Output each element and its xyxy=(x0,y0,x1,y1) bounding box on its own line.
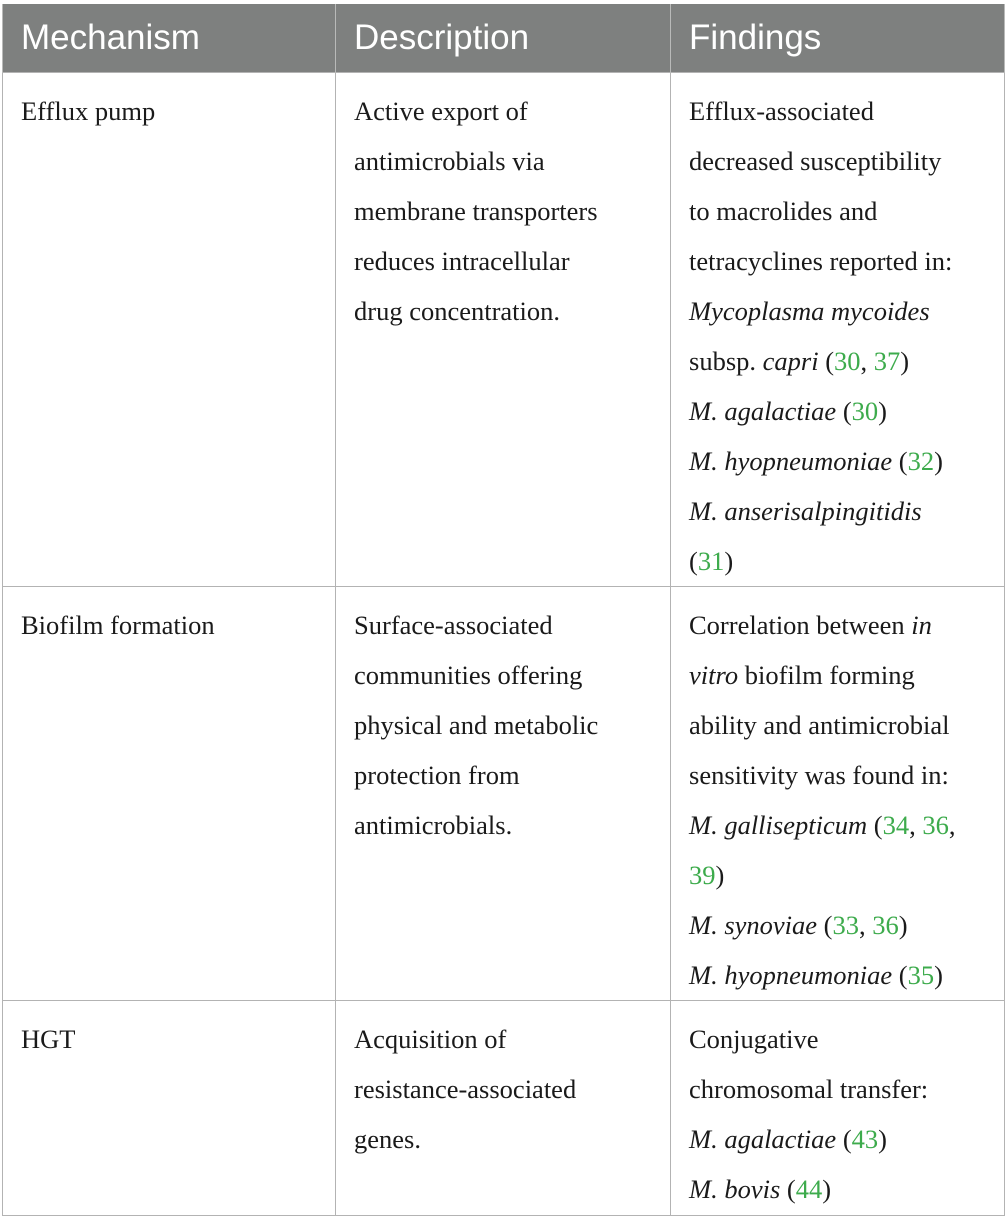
findings-cell xyxy=(671,587,1005,1001)
header-row xyxy=(3,4,1005,73)
description-line: physical and metabolic xyxy=(354,710,599,740)
findings-line: chromosomal transfer: xyxy=(689,1074,929,1104)
organism-name: M. agalactiae xyxy=(689,1124,837,1154)
mechanism-name: Biofilm formation xyxy=(21,610,215,640)
organism-entry xyxy=(689,486,994,536)
organism-name: M. bovis xyxy=(689,1174,781,1204)
reference-link[interactable]: 44 xyxy=(795,1174,823,1204)
findings-line: Correlation between in xyxy=(689,610,932,640)
organism-name: Mycoplasma mycoides xyxy=(689,296,930,326)
reference-link[interactable]: 37 xyxy=(873,346,901,376)
description-line: resistance-associated xyxy=(354,1074,577,1104)
findings-line: tetracyclines reported in: xyxy=(689,246,953,276)
subsp-name: capri xyxy=(762,346,819,376)
reference-link[interactable]: 36 xyxy=(872,910,899,940)
reference-link[interactable]: 33 xyxy=(832,910,859,940)
organism-entry: M. hyopneumoniae (32) xyxy=(689,446,943,476)
description-line: genes. xyxy=(354,1124,421,1154)
organism-refs: (31) xyxy=(689,546,734,576)
organism-name: M. anserisalpingitidis xyxy=(689,496,922,526)
table-row xyxy=(3,73,1005,587)
organism-entry: subsp. capri (30, 37) xyxy=(689,346,910,376)
findings-line: Conjugative xyxy=(689,1024,819,1054)
description-line: antimicrobials. xyxy=(354,810,513,840)
findings-line: to macrolides and xyxy=(689,196,878,226)
mechanisms-table xyxy=(2,4,1005,1216)
organism-entry: M. agalactiae (30) xyxy=(689,396,887,426)
mechanism-name: HGT xyxy=(21,1024,76,1054)
findings-line: Efflux-associated xyxy=(689,96,874,126)
findings-cell xyxy=(671,1001,1005,1216)
findings-cell xyxy=(671,73,1005,587)
description-line: Acquisition of xyxy=(354,1024,507,1054)
organism-entry: M. agalactiae (43) xyxy=(689,1124,887,1154)
description-line: protection from xyxy=(354,760,520,790)
description-line: communities offering xyxy=(354,660,583,690)
findings-line: sensitivity was found in: xyxy=(689,760,949,790)
organism-name: M. hyopneumoniae xyxy=(689,446,893,476)
organism-entry: M. gallisepticum (34, 36, xyxy=(689,810,956,840)
mechanism-name: Efflux pump xyxy=(21,96,156,126)
header-description: Description xyxy=(336,4,671,73)
table-row xyxy=(3,587,1005,1001)
reference-link[interactable]: 35 xyxy=(907,960,935,990)
organism-name: M. gallisepticum xyxy=(689,810,868,840)
description-cell xyxy=(336,73,671,587)
description-line: antimicrobials via xyxy=(354,146,545,176)
organism-name: M. agalactiae xyxy=(689,396,837,426)
mechanism-cell xyxy=(3,1001,336,1216)
reference-link[interactable]: 32 xyxy=(907,446,935,476)
description-line: drug concentration. xyxy=(354,296,561,326)
organism-name: M. synoviae xyxy=(689,910,818,940)
mechanism-cell xyxy=(3,73,336,587)
organism-name: M. hyopneumoniae xyxy=(689,960,893,990)
mechanism-cell xyxy=(3,587,336,1001)
organism-refs: 39) xyxy=(689,860,725,890)
reference-link[interactable]: 30 xyxy=(851,396,879,426)
reference-link[interactable]: 43 xyxy=(851,1124,879,1154)
description-cell xyxy=(336,1001,671,1216)
findings-line: vitro biofilm forming xyxy=(689,660,915,690)
reference-link[interactable]: 39 xyxy=(689,860,716,890)
subsp-label: subsp. xyxy=(689,346,763,376)
organism-entry: M. bovis (44) xyxy=(689,1174,832,1204)
findings-line: ability and antimicrobial xyxy=(689,710,950,740)
reference-link[interactable]: 34 xyxy=(882,810,910,840)
table-row xyxy=(3,1001,1005,1216)
reference-link[interactable]: 30 xyxy=(834,346,861,376)
organism-entry xyxy=(689,286,994,336)
header-findings: Findings xyxy=(671,4,1005,73)
description-line: reduces intracellular xyxy=(354,246,570,276)
description-line: membrane transporters xyxy=(354,196,598,226)
findings-line: decreased susceptibility xyxy=(689,146,942,176)
header-mechanism: Mechanism xyxy=(3,4,336,73)
reference-link[interactable]: 36 xyxy=(922,810,949,840)
organism-entry: M. hyopneumoniae (35) xyxy=(689,960,943,990)
description-cell xyxy=(336,587,671,1001)
reference-link[interactable]: 31 xyxy=(697,546,725,576)
organism-entry: M. synoviae (33, 36) xyxy=(689,910,908,940)
description-line: Surface-associated xyxy=(354,610,553,640)
description-line: Active export of xyxy=(354,96,528,126)
